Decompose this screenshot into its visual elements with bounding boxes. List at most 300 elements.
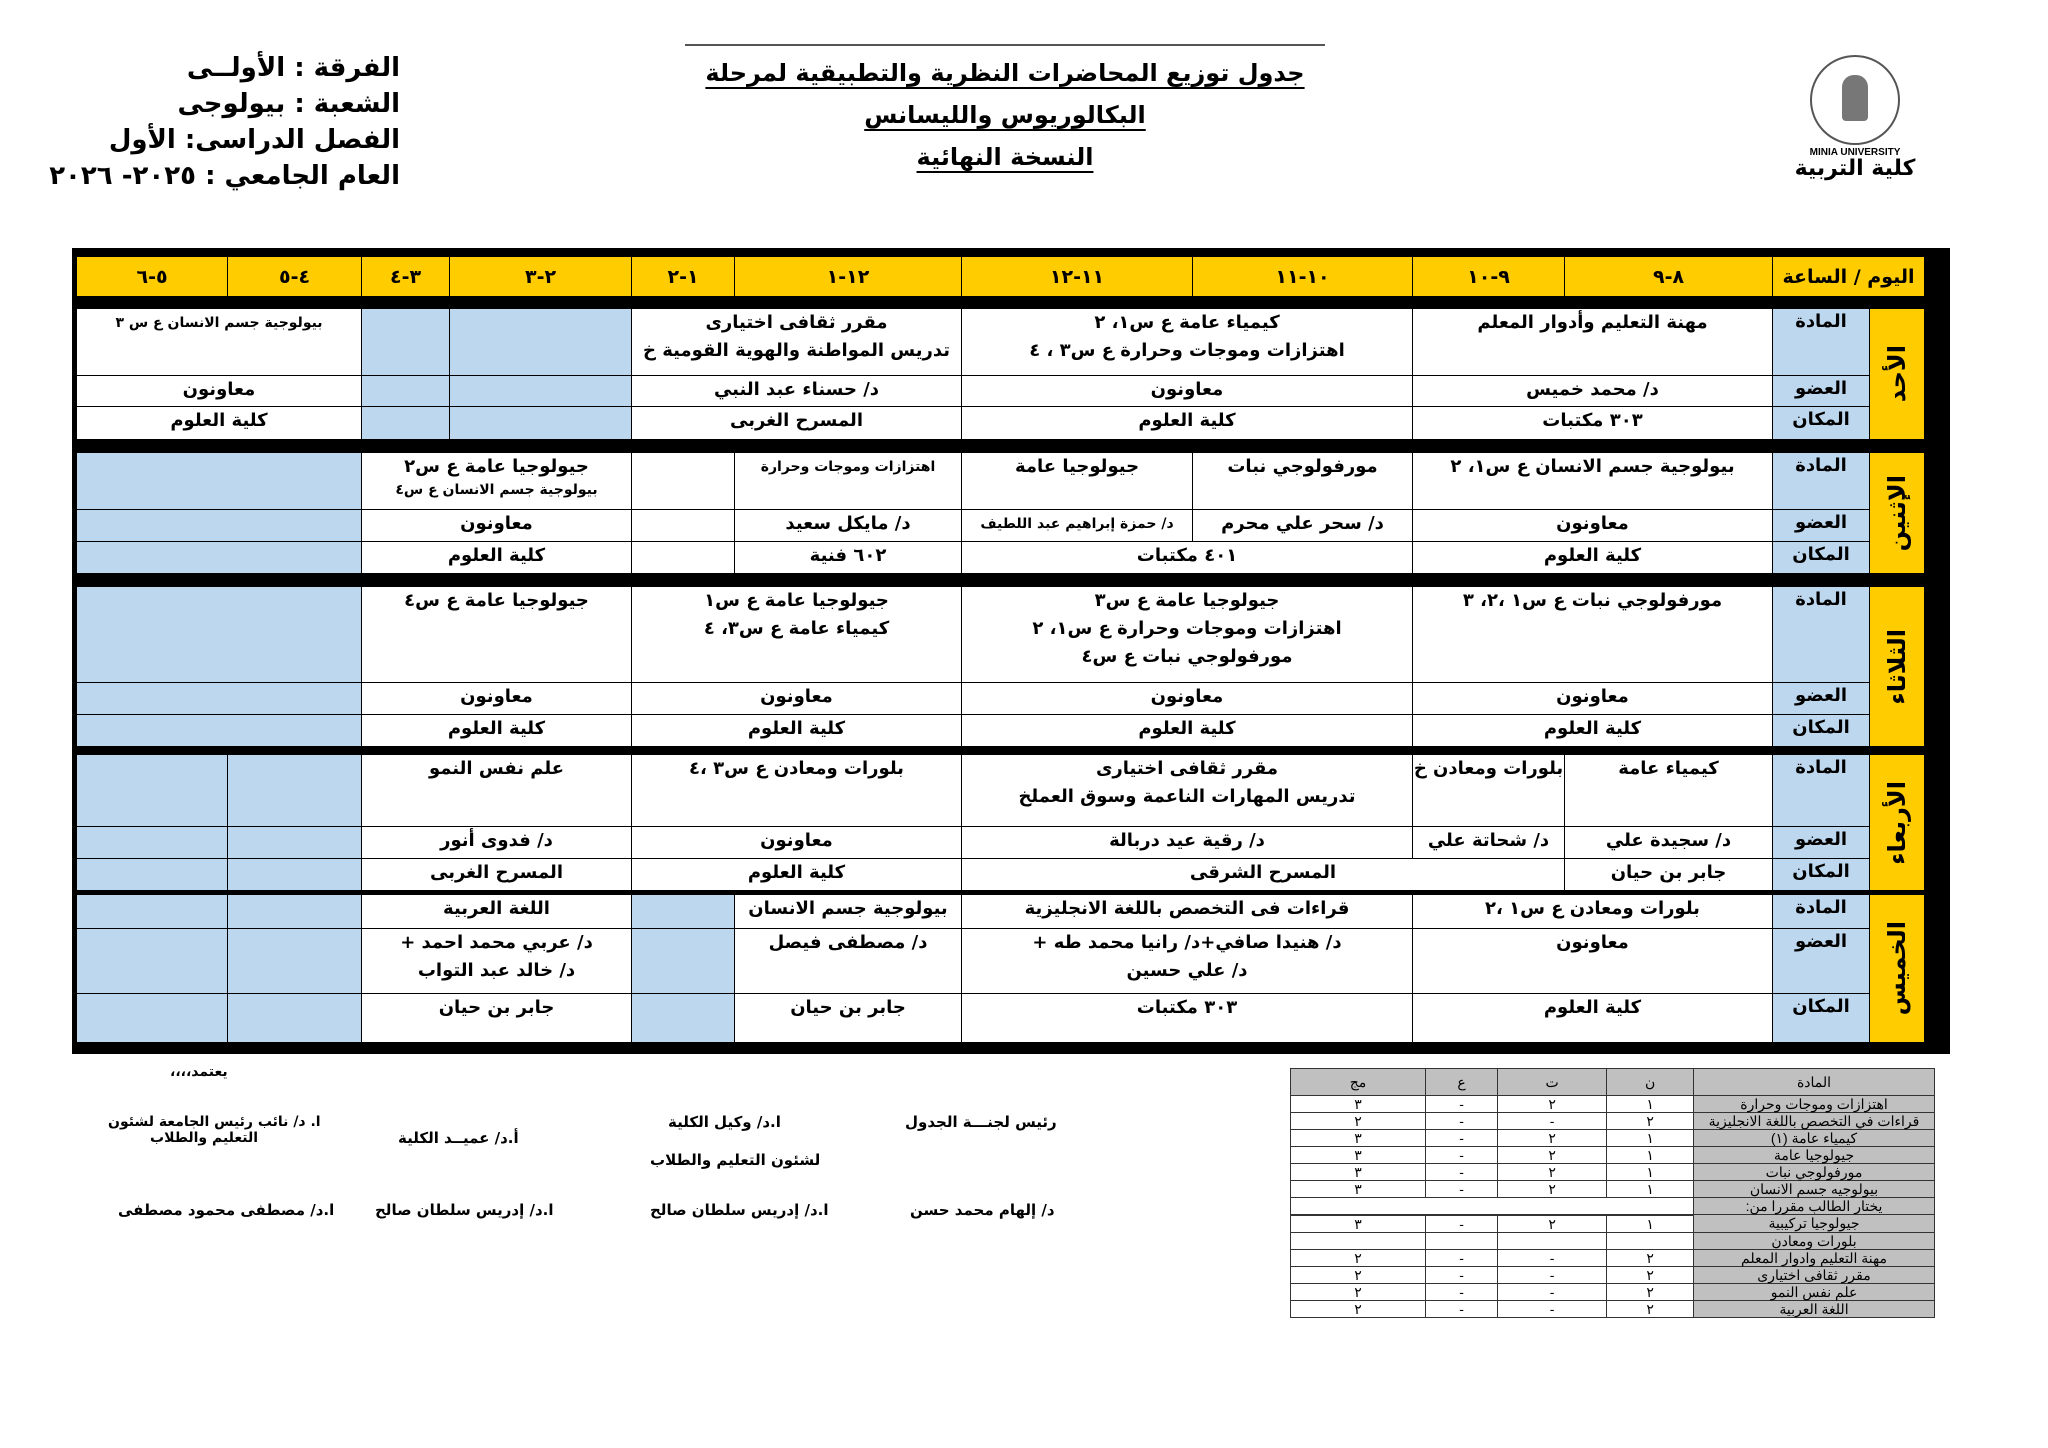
- schedule-cell-member: [1413, 827, 1565, 859]
- field-label-place: المكان: [1773, 715, 1870, 747]
- credits-row: [1291, 1113, 1935, 1130]
- empty-slot: [228, 895, 362, 929]
- schedule-cell-member: [1413, 929, 1773, 994]
- subject-text: اهتزازات وموجات وحرارة: [760, 459, 936, 475]
- schedule-cell-member: [1565, 827, 1773, 859]
- credit-value: -: [1426, 1215, 1498, 1233]
- schedule-cell-member: [362, 510, 632, 542]
- credits-row: [1291, 1147, 1935, 1164]
- subject-text: مورفولوجي نبات ع س٤: [1081, 646, 1293, 667]
- schedule-cell-subject: [1413, 895, 1773, 929]
- course-name: اللغة العربية: [1694, 1300, 1935, 1317]
- empty-slot: [632, 453, 735, 510]
- credit-value: -: [1426, 1130, 1498, 1147]
- empty-slot: [632, 929, 735, 994]
- member-text: د/ مايكل سعيد: [785, 513, 911, 534]
- member-text: د/ شحاتة علي: [1427, 830, 1550, 851]
- place-text: كلية العلوم: [1543, 718, 1642, 739]
- schedule-cell-place: [362, 715, 632, 747]
- credit-value: ٢: [1291, 1113, 1426, 1130]
- schedule-cell-subject: [362, 755, 632, 827]
- member-text: معاونون: [760, 686, 833, 707]
- subject-text: بيولوجية جسم الانسان ع س ٣: [115, 315, 323, 331]
- field-label-subject: المادة: [1773, 895, 1870, 929]
- place-text: كلية العلوم: [747, 862, 846, 883]
- member-text: د/ سجيدة علي: [1605, 830, 1732, 851]
- member-text: معاونون: [182, 379, 256, 400]
- approver-title-2: ا.د/ وكيل الكلية: [668, 1113, 781, 1131]
- member-text: د/ حسناء عبد النبي: [713, 379, 880, 400]
- schedule-cell-place: [632, 715, 962, 747]
- place-text: ٤٠١ مكتبات: [1136, 545, 1238, 566]
- schedule-cell-place: [632, 859, 962, 891]
- place-text: كلية العلوم: [1138, 410, 1236, 431]
- hour-header: ٢-٣: [450, 257, 632, 297]
- place-text: ٣٠٣ مكتبات: [1136, 997, 1238, 1018]
- course-name: جيولوجيا تركيبية: [1694, 1215, 1935, 1233]
- course-name: مورفولوجي نبات: [1694, 1164, 1935, 1181]
- schedule-cell-place: [362, 859, 632, 891]
- day-label-3: [1870, 755, 1925, 891]
- hour-header: ١-٢: [632, 257, 735, 297]
- empty-slot: [450, 309, 632, 376]
- empty-slot: [450, 407, 632, 440]
- day-label-2: [1870, 587, 1925, 747]
- schedule-cell-member: [362, 929, 632, 994]
- approver-title-1: رئيس لجنـــة الجدول: [905, 1113, 1057, 1131]
- credits-row: [1291, 1232, 1935, 1249]
- credit-value: ٣: [1291, 1215, 1426, 1233]
- credit-value: ٣: [1291, 1096, 1426, 1113]
- place-text: كلية العلوم: [447, 718, 546, 739]
- credit-value: [1426, 1232, 1498, 1249]
- page-title: جدول توزيع المحاضرات النظرية والتطبيقية لمرحلة البكالوريوس والليسانس النسخة النهائية: [705, 59, 1305, 171]
- place-text: كلية العلوم: [1543, 997, 1642, 1018]
- elective-note-row: [1291, 1198, 1935, 1215]
- credit-value: ٢: [1607, 1300, 1694, 1317]
- subject-text: بلورات ومعادن خ: [1413, 758, 1564, 779]
- place-text: كلية العلوم: [1543, 545, 1642, 566]
- credit-value: ١: [1607, 1130, 1694, 1147]
- credit-value: ٣: [1291, 1181, 1426, 1198]
- empty-slot: [77, 827, 228, 859]
- field-label-subject: المادة: [1773, 755, 1870, 827]
- course-name: بلورات ومعادن: [1694, 1232, 1935, 1249]
- subject-text: مورفولوجي نبات ع س١ ،٢، ٣: [1462, 590, 1723, 611]
- empty-slot: [632, 510, 735, 542]
- schedule-cell-place: [962, 715, 1413, 747]
- schedule-cell-subject: [362, 895, 632, 929]
- corner-header: اليوم / الساعة: [1773, 257, 1925, 297]
- empty-slot: [362, 309, 450, 376]
- member-text: د/ مصطفى فيصل: [768, 932, 928, 953]
- schedule-cell-subject: [735, 453, 962, 510]
- member-text: د/ فدوى أنور: [440, 830, 553, 851]
- schedule-cell-member: [632, 827, 962, 859]
- empty-slot: [362, 407, 450, 440]
- credit-value: -: [1426, 1113, 1498, 1130]
- place-text: جابر بن حيان: [438, 997, 555, 1018]
- credit-value: ٢: [1291, 1283, 1426, 1300]
- schedule-cell-place: [735, 542, 962, 574]
- hour-header: ٤-٥: [228, 257, 362, 297]
- credit-value: ١: [1607, 1181, 1694, 1198]
- member-text: معاونون: [1556, 686, 1629, 707]
- credit-value: ٢: [1607, 1249, 1694, 1266]
- credit-value: ١: [1607, 1096, 1694, 1113]
- hour-header: ٣-٤: [362, 257, 450, 297]
- schedule-cell-subject: [1413, 755, 1565, 827]
- field-label-member: العضو: [1773, 510, 1870, 542]
- empty-slot: [228, 859, 362, 891]
- approver-name-2: ا.د/ إدريس سلطان صالح: [650, 1201, 829, 1219]
- credit-value: -: [1498, 1266, 1607, 1283]
- subject-text: بلورات ومعادن ع س٣ ،٤: [689, 758, 904, 779]
- day-label-1: [1870, 453, 1925, 574]
- credit-value: [1498, 1232, 1607, 1249]
- credit-value: ٣: [1291, 1130, 1426, 1147]
- place-text: كلية العلوم: [170, 410, 268, 431]
- empty-slot: [77, 715, 362, 747]
- schedule-cell-subject: [962, 453, 1193, 510]
- credit-value: ٢: [1498, 1215, 1607, 1233]
- member-text: د/ هنيدا صافي+د/ رانيا محمد طه +: [1032, 932, 1342, 953]
- course-name: مهنة التعليم وادوار المعلم: [1694, 1249, 1935, 1266]
- schedule-cell-place: [1413, 407, 1773, 440]
- empty-slot: [77, 510, 362, 542]
- subject-text: مهنة التعليم وأدوار المعلم: [1477, 312, 1708, 333]
- credit-value: -: [1426, 1164, 1498, 1181]
- schedule-cell-member: [77, 376, 362, 407]
- empty-slot: [362, 376, 450, 407]
- credit-value: ٢: [1498, 1147, 1607, 1164]
- credit-value: ٢: [1498, 1181, 1607, 1198]
- credit-value: ٢: [1607, 1283, 1694, 1300]
- hour-header: ٩-١٠: [1413, 257, 1565, 297]
- empty-slot: [632, 994, 735, 1043]
- empty-slot: [228, 929, 362, 994]
- course-name: قراءات في التخصص باللغة الانجليزية: [1694, 1113, 1935, 1130]
- schedule-cell-member: [362, 827, 632, 859]
- schedule-table: [72, 248, 1950, 1054]
- subject-text: قراءات فى التخصص باللغة الانجليزية: [1024, 898, 1350, 919]
- schedule-cell-subject: [632, 755, 962, 827]
- credit-value: -: [1426, 1147, 1498, 1164]
- place-text: ٣٠٣ مكتبات: [1542, 410, 1643, 431]
- empty-slot: [228, 994, 362, 1043]
- course-name: اهتزازات وموجات وحرارة: [1694, 1096, 1935, 1113]
- course-name: علم نفس النمو: [1694, 1283, 1935, 1300]
- schedule-cell-subject: [962, 587, 1413, 683]
- subject-text: اهتزازات وموجات وحرارة ع س٣ ، ٤: [1029, 340, 1345, 361]
- empty-slot: [77, 994, 228, 1043]
- day-label-0: [1870, 309, 1925, 440]
- member-text: د/ حمزة إبراهيم عبد اللطيف: [980, 516, 1174, 532]
- empty-slot: [228, 827, 362, 859]
- hour-header: ٥-٦: [77, 257, 228, 297]
- field-label-member: العضو: [1773, 376, 1870, 407]
- course-name: مقرر ثقافى اختيارى: [1694, 1266, 1935, 1283]
- credits-row: [1291, 1283, 1935, 1300]
- field-label-place: المكان: [1773, 542, 1870, 574]
- credit-value: ٢: [1607, 1266, 1694, 1283]
- field-label-member: العضو: [1773, 827, 1870, 859]
- course-name: بيولوجيه جسم الانسان: [1694, 1181, 1935, 1198]
- empty-slot: [632, 542, 735, 574]
- credit-value: ١: [1607, 1215, 1694, 1233]
- member-text: د/ محمد خميس: [1526, 379, 1659, 400]
- subject-text: بيولوجية جسم الانسان ع س١، ٢: [1450, 456, 1735, 477]
- member-text: د/ علي حسين: [1126, 960, 1248, 981]
- member-text: د/ خالد عبد التواب: [417, 960, 576, 981]
- info-academic-year: العام الجامعي : ٢٠٢٥- ٢٠٢٦: [49, 161, 400, 191]
- field-label-subject: المادة: [1773, 309, 1870, 376]
- credit-value: -: [1426, 1096, 1498, 1113]
- credits-header: ت: [1498, 1069, 1607, 1096]
- day-name: الخميس: [1883, 921, 1911, 1016]
- credit-value: ٣: [1291, 1147, 1426, 1164]
- credit-value: [1291, 1232, 1426, 1249]
- schedule-cell-place: [1413, 542, 1773, 574]
- credits-table: [1290, 1068, 1935, 1318]
- subject-text: كيمياء عامة ع س٣، ٤: [703, 618, 890, 639]
- title-rule: [685, 44, 1325, 46]
- schedule-cell-member: [1413, 376, 1773, 407]
- place-text: جابر بن حيان: [1610, 862, 1727, 883]
- schedule-cell-subject: [1565, 755, 1773, 827]
- credits-row: [1291, 1266, 1935, 1283]
- credit-value: [1607, 1232, 1694, 1249]
- credits-row: [1291, 1300, 1935, 1317]
- day-name: الأحد: [1883, 345, 1911, 403]
- field-label-member: العضو: [1773, 929, 1870, 994]
- subject-text: مقرر ثقافى اختيارى: [1095, 758, 1279, 779]
- day-name: الأربعاء: [1883, 780, 1911, 865]
- field-label-place: المكان: [1773, 407, 1870, 440]
- place-text: المسرح الغربى: [429, 862, 563, 883]
- credit-value: -: [1426, 1300, 1498, 1317]
- schedule-cell-place: [362, 994, 632, 1043]
- member-text: معاونون: [1150, 686, 1224, 707]
- credits-header-row: [1291, 1069, 1935, 1096]
- schedule-cell-place: [632, 407, 962, 440]
- schedule-cell-place: [362, 542, 632, 574]
- seal-icon: [1810, 55, 1900, 145]
- schedule-cell-place: [962, 407, 1413, 440]
- empty-slot: [77, 755, 228, 827]
- schedule-cell-place: [962, 859, 1565, 891]
- class-info: [49, 50, 400, 194]
- schedule-cell-place: [1413, 994, 1773, 1043]
- schedule-cell-place: [962, 542, 1413, 574]
- credit-value: -: [1498, 1300, 1607, 1317]
- credit-value: -: [1426, 1266, 1498, 1283]
- credit-value: -: [1426, 1283, 1498, 1300]
- subject-text: جيولوجيا عامة ع س٤: [404, 590, 589, 611]
- member-text: معاونون: [1556, 932, 1629, 953]
- schedule-cell-subject: [962, 755, 1413, 827]
- place-text: المسرح الغربى: [729, 410, 863, 431]
- credits-header: مج: [1291, 1069, 1426, 1096]
- subject-text: تدريس المهارات الناعمة وسوق العملخ: [1018, 786, 1356, 807]
- subject-text: كيمياء عامة: [1618, 758, 1719, 779]
- member-text: د/ عربي محمد احمد +: [400, 932, 593, 953]
- member-text: د/ رقية عيد دربالة: [1109, 830, 1265, 851]
- approve-label: يعتمد،،،،: [170, 1064, 228, 1080]
- schedule-cell-member: [735, 929, 962, 994]
- credit-value: ١: [1607, 1164, 1694, 1181]
- subject-text: جيولوجيا عامة ع س٣: [1094, 590, 1280, 611]
- schedule-cell-place: [1565, 859, 1773, 891]
- credit-value: -: [1498, 1113, 1607, 1130]
- field-label-place: المكان: [1773, 994, 1870, 1043]
- info-semester: الفصل الدراسى: الأول: [108, 125, 400, 155]
- info-year-level: الفرقة : الأولــى: [186, 53, 400, 83]
- field-label-place: المكان: [1773, 859, 1870, 891]
- info-division: الشعبة : بيولوجى: [177, 89, 400, 119]
- member-text: معاونون: [460, 513, 533, 534]
- credit-value: ٢: [1607, 1113, 1694, 1130]
- member-text: معاونون: [760, 830, 833, 851]
- day-label-4: [1870, 895, 1925, 1043]
- subject-text: جيولوجيا عامة ع س٢: [404, 456, 589, 477]
- credit-value: -: [1426, 1249, 1498, 1266]
- schedule-cell-subject: [632, 309, 962, 376]
- schedule-cell-member: [1413, 683, 1773, 715]
- approver-name-1: د/ إلهام محمد حسن: [910, 1201, 1055, 1219]
- credit-value: ٢: [1291, 1300, 1426, 1317]
- credits-row: [1291, 1215, 1935, 1233]
- subject-text: اهتزازات وموجات وحرارة ع س١، ٢: [1032, 618, 1342, 639]
- credit-value: ١: [1607, 1147, 1694, 1164]
- member-text: معاونون: [1556, 513, 1629, 534]
- schedule-cell-member: [632, 683, 962, 715]
- schedule-cell-member: [1413, 510, 1773, 542]
- empty-slot: [450, 376, 632, 407]
- university-logo: MINIA UNIVERSITY كلية التربية: [1785, 55, 1925, 175]
- approver-title-4: ا. د/ نائب رئيس الجامعة لشئون: [108, 1114, 321, 1130]
- credit-value: ٢: [1291, 1249, 1426, 1266]
- subject-text: تدريس المواطنة والهوية القومية خ: [643, 340, 950, 361]
- subject-text: مقرر ثقافى اختيارى: [705, 312, 888, 333]
- field-label-subject: المادة: [1773, 587, 1870, 683]
- approver-name-4: ا.د/ مصطفى محمود مصطفى: [118, 1201, 335, 1219]
- approver-title-3: أ.د/ عميــد الكلية: [398, 1129, 519, 1147]
- course-name: جيولوجيا عامة: [1694, 1147, 1935, 1164]
- schedule-cell-subject: [77, 309, 362, 376]
- approver-name-3: ا.د/ إدريس سلطان صالح: [375, 1201, 554, 1219]
- place-text: كلية العلوم: [1138, 718, 1236, 739]
- credit-value: -: [1498, 1283, 1607, 1300]
- credits-row: [1291, 1181, 1935, 1198]
- subject-text: بيولوجية جسم الانسان: [748, 898, 948, 919]
- credit-value: ٢: [1291, 1266, 1426, 1283]
- schedule-cell-place: [735, 994, 962, 1043]
- schedule-cell-member: [962, 827, 1413, 859]
- schedule-cell: [362, 453, 632, 510]
- place-text: ٦٠٢ فنية: [809, 545, 887, 566]
- elective-note: يختار الطالب مقررا من:: [1694, 1198, 1935, 1215]
- member-text: معاونون: [1150, 379, 1224, 400]
- day-name: الإثنين: [1883, 474, 1911, 552]
- empty-slot: [77, 453, 362, 510]
- empty-slot: [77, 683, 362, 715]
- empty-slot: [77, 587, 362, 683]
- schedule-cell-member: [962, 683, 1413, 715]
- schedule-cell-subject: [362, 587, 632, 683]
- credits-row: [1291, 1130, 1935, 1147]
- schedule-cell-place: [1413, 715, 1773, 747]
- empty-slot: [77, 859, 228, 891]
- empty-cell: [1291, 1198, 1694, 1215]
- schedule-cell-member: [1193, 510, 1413, 542]
- day-name: الثلاثاء: [1883, 628, 1911, 705]
- course-name: كيمياء عامة (١): [1694, 1130, 1935, 1147]
- empty-slot: [77, 929, 228, 994]
- subject-text: بيولوجية جسم الانسان ع س٤: [395, 482, 598, 498]
- credit-value: -: [1426, 1181, 1498, 1198]
- schedule-cell-subject: [1193, 453, 1413, 510]
- field-label-subject: المادة: [1773, 453, 1870, 510]
- schedule-cell-subject: [1413, 453, 1773, 510]
- schedule-cell-member: [735, 510, 962, 542]
- empty-slot: [228, 755, 362, 827]
- empty-slot: [632, 895, 735, 929]
- schedule-cell-place: [77, 407, 362, 440]
- schedule-cell-member: [962, 376, 1413, 407]
- place-text: كلية العلوم: [447, 545, 546, 566]
- place-text: كلية العلوم: [747, 718, 846, 739]
- approver-title-4b: التعليم والطلاب: [150, 1130, 259, 1146]
- schedule-cell-member: [962, 510, 1193, 542]
- credit-value: ٢: [1498, 1130, 1607, 1147]
- subject-text: علم نفس النمو: [428, 758, 565, 779]
- credit-value: ٢: [1498, 1096, 1607, 1113]
- schedule-cell-subject: [1413, 309, 1773, 376]
- member-text: د/ سحر علي محرم: [1221, 513, 1384, 534]
- schedule-cell-subject: [632, 587, 962, 683]
- credits-header: المادة: [1694, 1069, 1935, 1096]
- credits-header: ع: [1426, 1069, 1498, 1096]
- empty-slot: [77, 895, 228, 929]
- credit-value: ٣: [1291, 1164, 1426, 1181]
- schedule-cell-subject: [962, 309, 1413, 376]
- subject-text: جيولوجيا عامة: [1014, 456, 1140, 477]
- hour-header: ١١-١٢: [962, 257, 1193, 297]
- approver-title-2b: لشئون التعليم والطلاب: [650, 1151, 821, 1169]
- schedule-cell-member: [362, 683, 632, 715]
- subject-text: مورفولوجي نبات: [1227, 456, 1378, 477]
- credit-value: -: [1498, 1249, 1607, 1266]
- hour-header: ٨-٩: [1565, 257, 1773, 297]
- schedule-cell-subject: [962, 895, 1413, 929]
- subject-text: كيمياء عامة ع س١، ٢: [1094, 312, 1280, 333]
- hour-header: ١٢-١: [735, 257, 962, 297]
- subject-text: جيولوجيا عامة ع س١: [704, 590, 889, 611]
- subject-text: بلورات ومعادن ع س١ ،٢: [1485, 898, 1700, 919]
- subject-text: اللغة العربية: [443, 898, 550, 919]
- schedule-cell-place: [962, 994, 1413, 1043]
- credits-header: ن: [1607, 1069, 1694, 1096]
- schedule-cell-subject: [1413, 587, 1773, 683]
- credit-value: ٢: [1498, 1164, 1607, 1181]
- schedule-cell-member: [962, 929, 1413, 994]
- hour-header: ١٠-١١: [1193, 257, 1413, 297]
- place-text: المسرح الشرقى: [1189, 862, 1337, 883]
- schedule-cell-subject: [735, 895, 962, 929]
- field-label-member: العضو: [1773, 683, 1870, 715]
- empty-slot: [77, 542, 362, 574]
